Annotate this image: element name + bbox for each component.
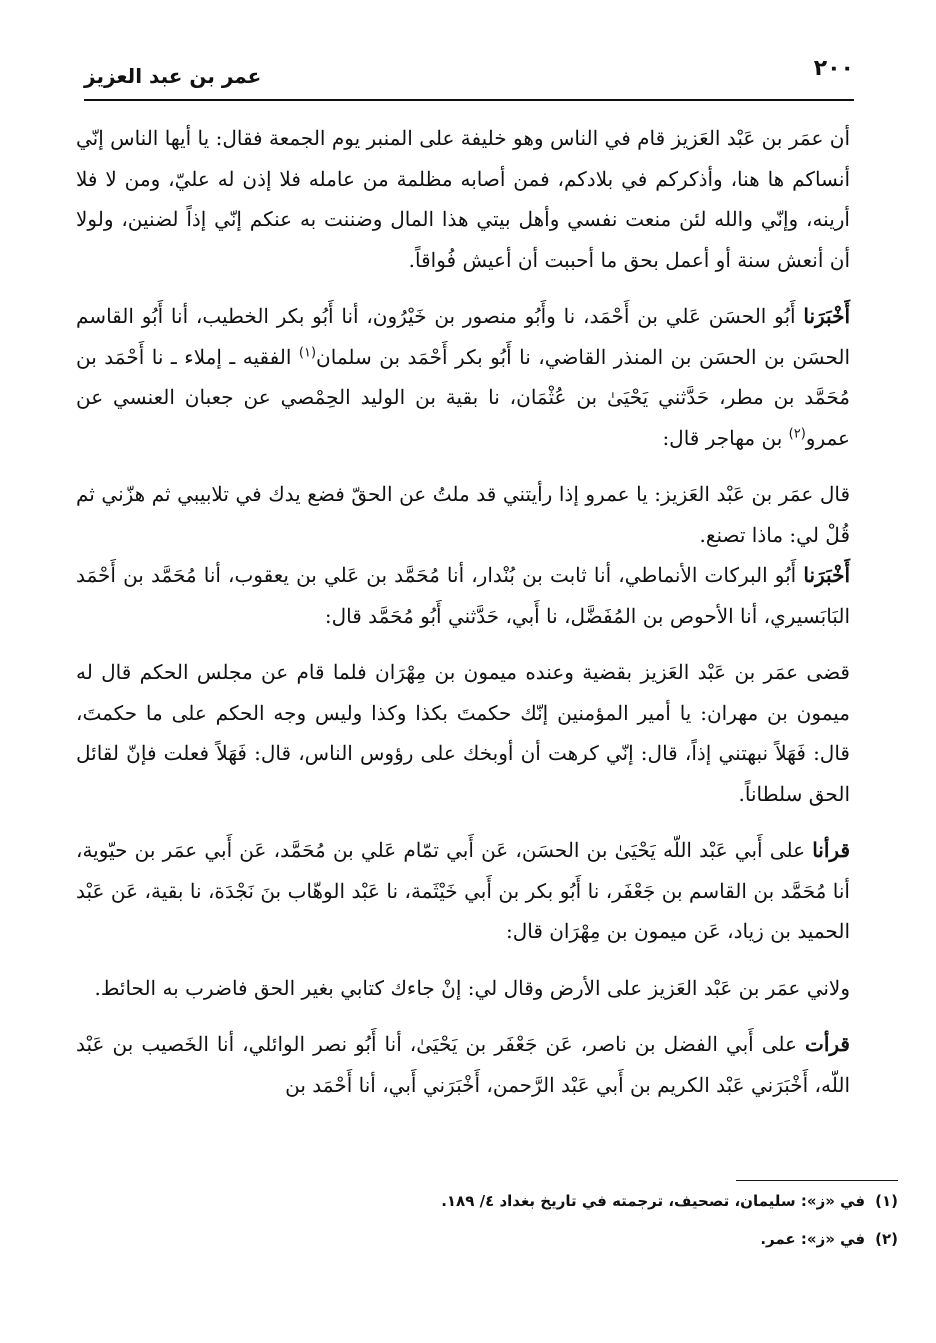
- paragraph-7: [76, 968, 850, 1009]
- paragraph-text: على أَبي الفضل بن ناصر، عَن جَعْفَر بن يَحْيَىٰ، أنا أَبُو نصر الوائلي، أنا الخَصيب بن عَبْد اللّه، أَخْبَرَني عَبْد الكريم بن أَبي عَبْد الرَّحمن، أَخْبَرَني أَبي، أنا أَحْمَد بن: [76, 1032, 850, 1097]
- footnote-number: (١): [875, 1192, 898, 1210]
- paragraph-text: الفقيه ـ إملاء ـ نا أَحْمَد بن مُحَمَّد بن مطر، حَدَّثني يَحْيَىٰ بن عُثْمَان، نا بقية بن الوليد الحِمْصي عن جعبان العنسي عن عمرو: [76, 344, 850, 450]
- paragraph-lead-word: قرأت: [805, 1032, 850, 1056]
- footnote-1: [120, 1188, 898, 1214]
- page-header: [84, 56, 854, 100]
- footnotes: [120, 1188, 898, 1264]
- paragraph-text: ولاني عمَر بن عَبْد العَزيز على الأرض وقال لي: إنْ جاءك كتابي بغير الحق فاضرب به الحائط.: [94, 975, 850, 1000]
- footnote-rule: [736, 1180, 898, 1181]
- paragraph-1: [76, 118, 850, 280]
- paragraph-lead-word: أَخْبَرَنا: [803, 304, 850, 328]
- paragraph-lead-word: أَخْبَرَنا: [803, 563, 850, 587]
- paragraph-text: أَبُو البركات الأنماطي، أنا ثابت بن بُنْدار، أنا مُحَمَّد بن عَلي بن يعقوب، أنا مُحَمَّد بن أَحْمَد البَابَسيري، أنا الأحوص بن المُفَضَّل، نا أَبي، حَدَّثني أَبُو مُحَمَّد قال:: [76, 563, 850, 628]
- main-text: [76, 118, 850, 1105]
- footnote-ref-2[interactable]: (٢): [788, 425, 806, 441]
- paragraph-lead-word: قرأنا: [812, 838, 850, 862]
- paragraph-8: [76, 1024, 850, 1105]
- paragraph-text: أَبُو الحسَن عَلي بن أَحْمَد، نا وأَبُو منصور بن خَيْرُون، أنا أَبُو بكر الخطيب، أنا أَبُو القاسم الحسَن بن الحسَن بن المنذر القاضي، نا أَبُو بكر أَحْمَد بن سلمان: [76, 304, 850, 369]
- header-rule: [84, 99, 854, 101]
- paragraph-text: قال عمَر بن عَبْد العَزيز: يا عمرو إذا رأيتني قد ملتُ عن الحقّ فضع يدك في تلابيبي ثم هزّني ثم قُلْ لي: ماذا تصنع.: [76, 482, 850, 547]
- footnote-number: (٢): [875, 1230, 898, 1248]
- footnote-ref-1[interactable]: (١): [298, 344, 317, 360]
- paragraph-text: على أَبي عَبْد اللّه يَحْيَىٰ بن الحسَن، عَن أَبي تمّام عَلي بن مُحَمَّد، عَن أَبي عمَر بن حيّوية، أنا مُحَمَّد بن القاسم بن جَعْفَر، نا أَبُو بكر بن أَبي خَيْثَمة، نا عَبْد الوهّاب بنَ نَجْدَة، نا بقية، عَن عَبْد الحميد بن زياد، عَن ميمون بن مِهْرَان قال:: [76, 838, 850, 943]
- running-title: عمر بن عبد العزيز: [84, 64, 262, 88]
- paragraph-6: [76, 830, 850, 952]
- paragraph-text: أن عمَر بن عَبْد العَزيز قام في الناس وهو خليفة على المنبر يوم الجمعة فقال: يا أيها الناس إنّي أنساكم ها هنا، وأذكركم في بلادكم، فمن أصابه مظلمة من عامله فلا إذن له عليّ، ومن لا فلا أرينه، وإنّي والله لئن منعت نفسي وأهل بيتي هذا المال وضننت به عنكم إنّي إذاً لضنين، ولولا أن أنعش سنة أو أعمل بحق ما أحببت أن أعيش فُواقاً.: [76, 126, 850, 272]
- footnote-text: في «ز»: عمر.: [760, 1230, 866, 1248]
- footnote-text: في «ز»: سليمان، تصحيف، ترجمته في تاريخ بغداد ٤/ ١٨٩.: [441, 1192, 866, 1210]
- paragraph-2: [76, 296, 850, 458]
- paragraph-4: [76, 555, 850, 636]
- paragraph-3: [76, 474, 850, 555]
- paragraph-text: بن مهاجر قال:: [662, 425, 789, 450]
- page-number: ٢٠٠: [813, 56, 854, 81]
- footnote-2: [120, 1226, 898, 1252]
- paragraph-text: قضى عمَر بن عَبْد العَزيز بقضية وعنده ميمون بن مِهْرَان فلما قام عن مجلس الحكم قال له ميمون بن مهران: يا أمير المؤمنين إنّك حكمتَ بكذا وكذا وليس وجه الحكم على ما حكمتَ، قال: فَهَلاً نبهتني إذاً، قال: إنّي كرهت أن أوبخك على رؤوس الناس، قال: فَهَلاً فعلت فإنّ لقائل الحق سلطاناً.: [76, 660, 850, 806]
- paragraph-5: [76, 652, 850, 814]
